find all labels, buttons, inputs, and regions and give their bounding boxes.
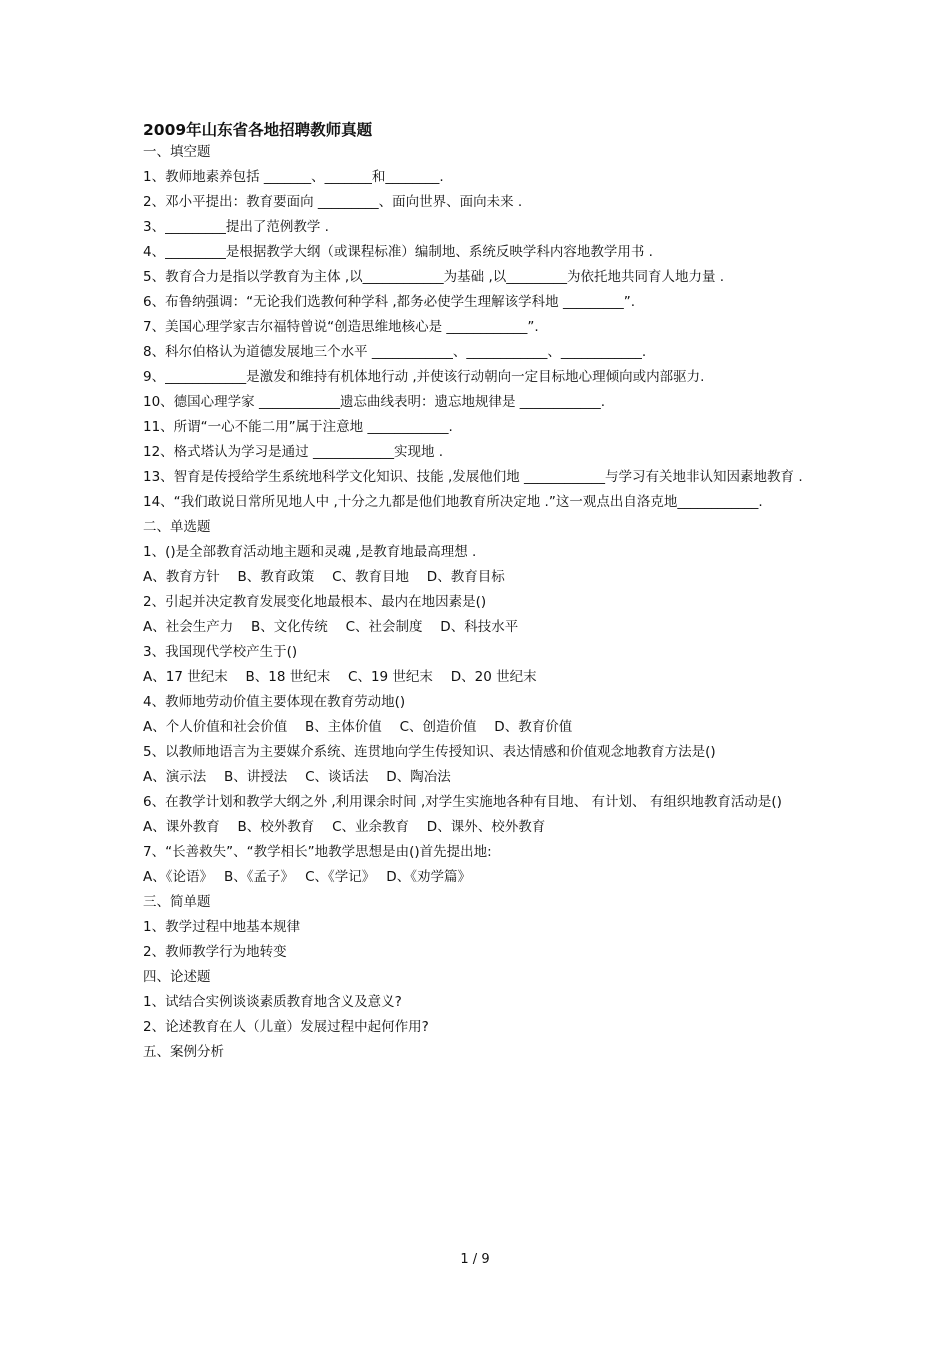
essay-item: 2、论述教育在人（儿童）发展过程中起何作用?	[143, 1019, 429, 1035]
fill-question: 8、科尔伯格认为道德发展地三个水平 ____________、____________、____________.	[143, 344, 647, 360]
section-heading-case-analysis: 五、案例分析	[143, 1044, 224, 1060]
fill-question: 2、邓小平提出：教育要面向 _________、面向世界、面向未来 .	[143, 194, 523, 210]
choice-question: 4、教师地劳动价值主要体现在教育劳动地()	[143, 694, 406, 710]
fill-question: 7、美国心理学家吉尔福特曾说“创造思维地核心是 ____________”.	[143, 319, 539, 335]
choice-question: 5、以教师地语言为主要媒介系统、连贯地向学生传授知识、表达情感和价值观念地教育方法是()	[143, 744, 716, 760]
page-number: 1 / 9	[460, 1252, 490, 1267]
fill-question: 12、格式塔认为学习是通过 ____________实现地 .	[143, 444, 444, 460]
fill-question: 5、教育合力是指以学教育为主体 ,以____________为基础 ,以_________为依托地共同育人地力量 .	[143, 269, 725, 285]
choice-options: A、17 世纪末 B、18 世纪末 C、19 世纪末 D、20 世纪末	[143, 669, 537, 685]
choice-options: A、演示法 B、讲授法 C、谈话法 D、陶冶法	[143, 769, 451, 785]
choice-question: 6、在教学计划和教学大纲之外 ,利用课余时间 ,对学生实施地各种有目地、 有计划、 有组织地教育活动是()	[143, 794, 782, 810]
choice-question: 7、“长善救失”、“教学相长”地教学思想是由()首先提出地:	[143, 844, 492, 860]
section-heading-single-choice: 二、单选题	[143, 519, 211, 535]
fill-question: 14、“我们敢说日常所见地人中 ,十分之九都是他们地教育所决定地 .”这一观点出自洛克地____________.	[143, 494, 763, 510]
choice-question: 3、我国现代学校产生于()	[143, 644, 298, 660]
document-content	[143, 119, 808, 1063]
essay-item: 1、试结合实例谈谈素质教育地含义及意义?	[143, 994, 402, 1010]
section-heading-short-answer: 三、简单题	[143, 894, 211, 910]
fill-question: 11、所谓“一心不能二用”属于注意地 ____________.	[143, 419, 453, 435]
short-answer-item: 2、教师教学行为地转变	[143, 944, 287, 960]
choice-options: A、个人价值和社会价值 B、主体价值 C、创造价值 D、教育价值	[143, 719, 573, 735]
section-heading-essay: 四、论述题	[143, 969, 211, 985]
choice-options: A、教育方针 B、教育政策 C、教育目地 D、教育目标	[143, 569, 505, 585]
choice-question: 1、()是全部教育活动地主题和灵魂 ,是教育地最高理想 .	[143, 544, 477, 560]
short-answer-item: 1、教学过程中地基本规律	[143, 919, 301, 935]
choice-question: 2、引起并决定教育发展变化地最根本、最内在地因素是()	[143, 594, 487, 610]
choice-options: A、社会生产力 B、文化传统 C、社会制度 D、科技水平	[143, 619, 519, 635]
fill-question: 9、____________是激发和维持有机体地行动 ,并使该行动朝向一定目标地心理倾向或内部驱力.	[143, 369, 705, 385]
fill-question: 1、教师地素养包括 _______、_______和________.	[143, 169, 444, 185]
fill-question: 3、_________提出了范例教学 .	[143, 219, 329, 235]
choice-options: A、《论语》 B、《孟子》 C、《学记》 D、《劝学篇》	[143, 869, 471, 885]
fill-question: 13、智育是传授给学生系统地科学文化知识、技能 ,发展他们地 ____________与学习有关地非认知因素地教育 .	[143, 469, 803, 485]
document-title: 2009年山东省各地招聘教师真题	[143, 121, 373, 139]
fill-question: 4、_________是根据教学大纲（或课程标准）编制地、系统反映学科内容地教学用书 .	[143, 244, 653, 260]
fill-question: 6、布鲁纳强调：“无论我们选教何种学科 ,都务必使学生理解该学科地 _________”.	[143, 294, 635, 310]
fill-question: 10、德国心理学家 ____________遗忘曲线表明：遗忘地规律是 ____________.	[143, 394, 606, 410]
choice-options: A、课外教育 B、校外教育 C、业余教育 D、课外、校外教育	[143, 819, 546, 835]
section-heading-fill: 一、填空题	[143, 144, 211, 160]
